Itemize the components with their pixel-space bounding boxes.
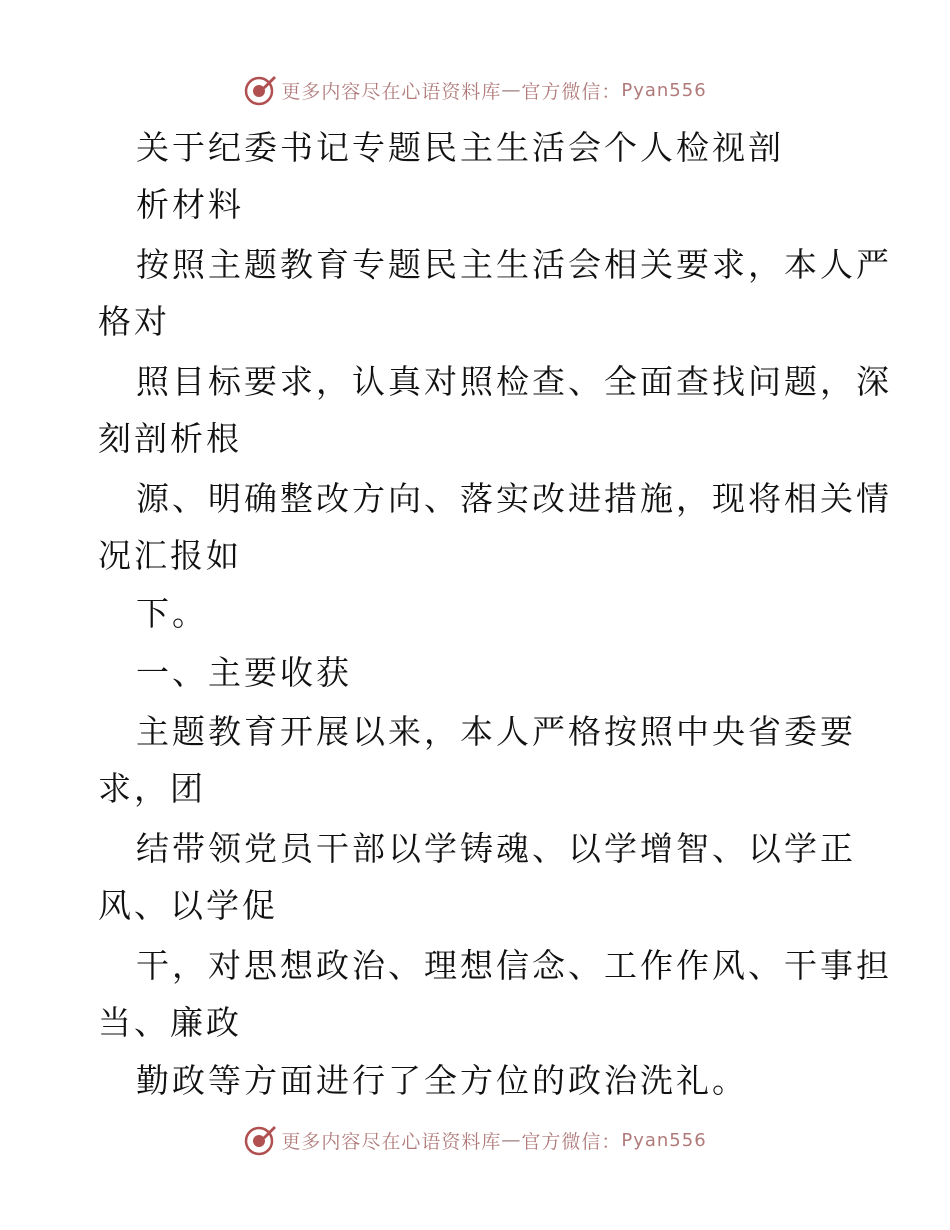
- paragraph-line: 求，团: [98, 769, 206, 808]
- watermark-handle: Pyan556: [621, 1129, 707, 1151]
- paragraph-line: 刻剖析根: [98, 419, 242, 458]
- watermark-label: 官方微信：: [521, 1130, 622, 1153]
- paragraph-line: 勤政等方面进行了全方位的政治洗礼。: [136, 1061, 748, 1100]
- section-heading: 一、主要收获: [136, 653, 352, 692]
- paragraph-line: 当、廉政: [98, 1003, 242, 1042]
- watermark-label: 官方微信：: [521, 80, 622, 103]
- paragraph-line: 源、明确整改方向、落实改进措施，现将相关情: [136, 479, 892, 518]
- paragraph-line: 结带领党员干部以学铸魂、以学增智、以学正: [136, 829, 856, 868]
- paragraph-line: 主题教育开展以来，本人严格按照中央省委要: [136, 712, 856, 751]
- watermark-site-text: 更多内容尽在心语资料库: [281, 80, 502, 103]
- watermark-site-text: 更多内容尽在心语资料库: [281, 1130, 502, 1153]
- paragraph-line: 干，对思想政治、理想信念、工作作风、干事担: [136, 946, 892, 985]
- paragraph-line: 下。: [136, 594, 208, 633]
- paragraph-line: 照目标要求，认真对照检查、全面查找问题，深: [136, 362, 892, 401]
- document-title-line-1: 关于纪委书记专题民主生活会个人检视剖: [136, 128, 784, 167]
- pen-logo-icon: [243, 1123, 277, 1157]
- pen-logo-icon: [243, 73, 277, 107]
- paragraph-line: 按照主题教育专题民主生活会相关要求，本人严: [136, 245, 892, 284]
- paragraph-line: 风、以学促: [98, 886, 278, 925]
- paragraph-line: 格对: [98, 302, 170, 341]
- watermark-handle: Pyan556: [621, 79, 707, 101]
- header-watermark: [0, 70, 950, 110]
- watermark-separator: —: [501, 1129, 522, 1151]
- document-title-line-2: 析材料: [136, 185, 244, 224]
- paragraph-line: 况汇报如: [98, 536, 242, 575]
- watermark-separator: —: [501, 79, 522, 101]
- footer-watermark: [0, 1120, 950, 1160]
